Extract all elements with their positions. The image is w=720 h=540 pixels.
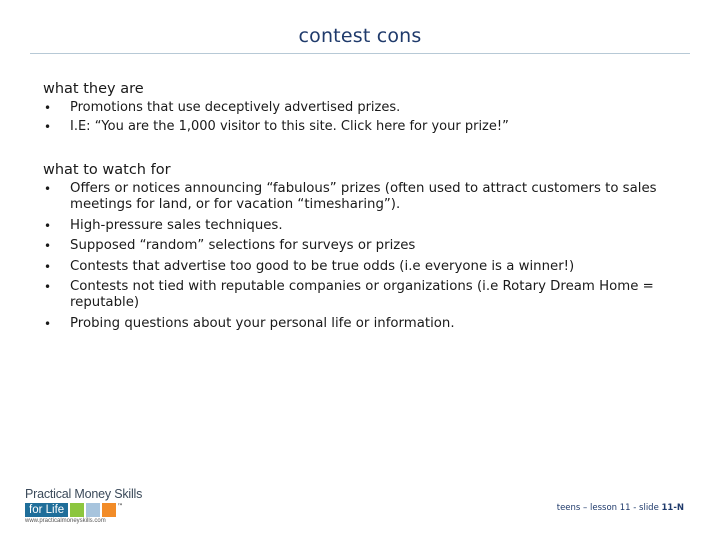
logo-wordmark: Practical Money Skills <box>25 487 143 501</box>
bullet-text: High-pressure sales techniques. <box>70 217 283 233</box>
slide-number: 11-N <box>661 503 684 513</box>
bullet-text: Offers or notices announcing “fabulous” prizes (often used to attract customers to sales meetings for land, or for vacation “timesharing”). <box>70 181 657 212</box>
list-item <box>43 316 685 332</box>
logo-for-life: for Life <box>25 503 68 517</box>
bullet-icon: • <box>44 316 52 331</box>
list-item <box>43 259 685 275</box>
section-heading: what to watch for <box>43 162 171 178</box>
logo-row <box>25 503 165 517</box>
list-item <box>43 279 685 311</box>
bullet-text: Contests not tied with reputable companies or organizations (i.e Rotary Dream Home = reputable) <box>70 279 654 310</box>
section-what-to-watch-for <box>43 162 685 336</box>
logo-url: www.practicalmoneyskills.com <box>25 518 106 524</box>
logo-square-icon <box>102 503 116 517</box>
logo-square-icon <box>70 503 84 517</box>
slide-title: contest cons <box>298 25 422 47</box>
bullet-icon: • <box>44 280 52 294</box>
bullet-icon: • <box>44 239 52 253</box>
slide-footer <box>557 503 684 513</box>
logo-square-icon <box>86 503 100 517</box>
bullet-text: Supposed “random” selections for surveys or prizes <box>70 238 416 253</box>
bullet-icon: • <box>44 101 52 115</box>
practical-money-skills-logo <box>25 487 165 527</box>
bullet-icon: • <box>44 259 52 274</box>
list-item <box>43 181 685 213</box>
bullet-icon: • <box>44 182 52 196</box>
bullet-list <box>43 181 685 332</box>
bullet-icon: • <box>44 120 52 134</box>
bullet-text: Contests that advertise too good to be true odds (i.e everyone is a winner!) <box>70 258 575 274</box>
list-item <box>43 100 685 116</box>
list-item <box>43 119 685 135</box>
bullet-text: I.E: “You are the 1,000 visitor to this site. Click here for your prize!” <box>70 119 509 134</box>
bullet-list <box>43 100 685 135</box>
list-item <box>43 238 685 254</box>
bullet-text: Probing questions about your personal life or information. <box>70 315 455 331</box>
list-item <box>43 218 685 234</box>
title-divider <box>30 53 690 54</box>
bullet-text: Promotions that use deceptively advertised prizes. <box>70 100 401 115</box>
footer-text: teens – lesson 11 - slide <box>556 503 662 513</box>
section-heading: what they are <box>43 81 144 97</box>
bullet-icon: • <box>44 218 52 233</box>
section-what-they-are <box>43 81 685 138</box>
trademark-symbol: ™ <box>117 503 124 510</box>
